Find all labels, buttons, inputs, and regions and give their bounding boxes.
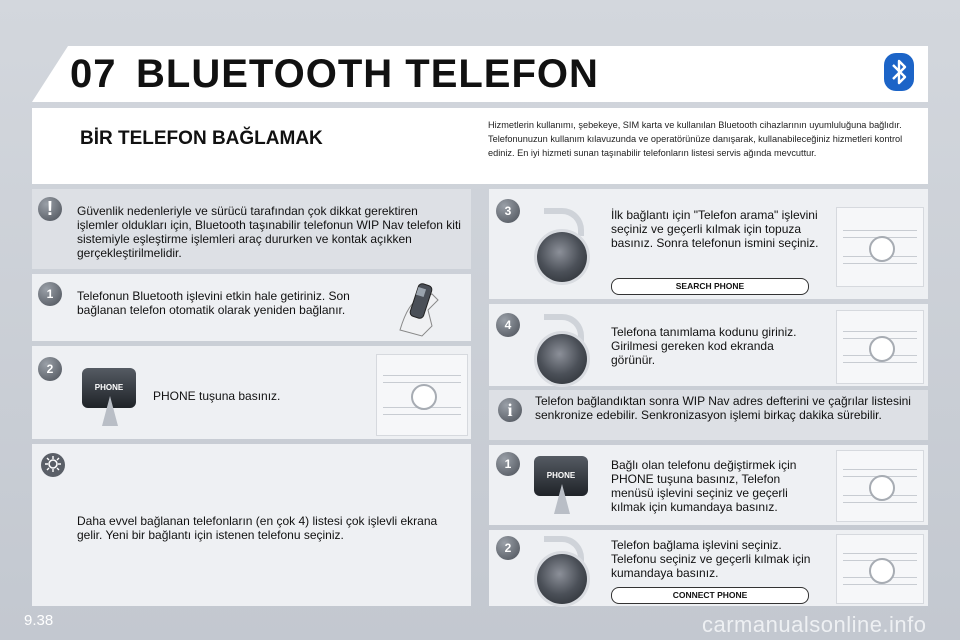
mobile-phone-icon — [392, 280, 456, 338]
radio-unit-illustration — [836, 534, 924, 604]
radio-unit-illustration — [836, 207, 924, 287]
radio-unit-illustration — [836, 310, 924, 384]
change-step1-badge: 1 — [496, 452, 520, 476]
page-number: 9.38 — [24, 612, 54, 629]
control-knob-icon — [537, 232, 587, 282]
step2-text: PHONE tuşuna basınız. — [153, 389, 281, 403]
step1-badge: 1 — [38, 282, 62, 306]
phone-button-icon: PHONE — [534, 456, 588, 496]
tip-text: Daha evvel bağlanan telefonların (en çok 4) listesi çok işlevli ekrana gelir. Yeni bir bağlantı için istenen telefonu seçiniz. — [77, 514, 438, 542]
press-arrow-icon — [554, 484, 570, 514]
step3-text: İlk bağlantı için "Telefon arama" işlevini seçiniz ve geçerli kılmak için topuza basınız. Sonra telefonun ismini seçiniz. — [611, 208, 819, 250]
step3-badge: 3 — [496, 199, 520, 223]
radio-unit-illustration — [376, 354, 468, 436]
watermark: carmanualsonline.info — [702, 612, 927, 637]
bluetooth-icon — [883, 52, 915, 92]
warning-icon: ! — [38, 197, 62, 221]
intro-text: Hizmetlerin kullanımı, şebekeye, SIM karta ve kullanılan Bluetooth cihazlarının uyumluluğuna bağlıdır. Telefonunuzun kullanım kılavuzunda ve operatörünüze danışarak, kullanabileceğiniz hizmetleri kontrol ediniz. En iyi hizmeti sunan taşınabilir telefonların listesi servis ağında mevcuttur. — [488, 120, 903, 158]
step4-badge: 4 — [496, 313, 520, 337]
warning-text: Güvenlik nedenleriyle ve sürücü tarafından çok dikkat gerektiren işlemler oldukları için, Bluetooth taşınabilir telefonun WIP Nav telefon kiti sistemiyle eşleştirme işlemleri araç dururken ve kontak açıkken gerçekleştirilmelidir. — [77, 204, 461, 260]
press-arrow-icon — [102, 396, 118, 426]
change-step2-text: Telefon bağlama işlevini seçiniz. Telefonu seçiniz ve geçerli kılmak için kumandaya basınız. — [611, 538, 811, 580]
control-knob-icon — [537, 334, 587, 384]
change-step2-badge: 2 — [496, 536, 520, 560]
info-text: Telefon bağlandıktan sonra WIP Nav adres defterini ve çağrılar listesini senkronize edebilir. Senkronizasyon işlemi birkaç dakika sürebilir. — [535, 394, 911, 422]
info-icon: i — [498, 398, 522, 422]
phone-button-icon: PHONE — [82, 368, 136, 408]
search-phone-label: SEARCH PHONE — [611, 278, 809, 295]
step1-text: Telefonun Bluetooth işlevini etkin hale getiriniz. Son bağlanan telefon otomatik olarak yeniden bağlanır. — [77, 289, 350, 317]
chapter-number: 07 — [70, 52, 117, 96]
section-title: BİR TELEFON BAĞLAMAK — [80, 128, 323, 149]
control-knob-icon — [537, 554, 587, 604]
step2-badge: 2 — [38, 357, 62, 381]
radio-unit-illustration — [836, 450, 924, 522]
step4-text: Telefona tanımlama kodunu giriniz. Girilmesi gereken kod ekranda görünür. — [611, 325, 797, 367]
chapter-title: BLUETOOTH TELEFON — [136, 52, 599, 96]
connect-phone-label: CONNECT PHONE — [611, 587, 809, 604]
change-step1-text: Bağlı olan telefonu değiştirmek için PHONE tuşuna basınız, Telefon menüsü işlevini seçiniz ve geçerli kılmak için kumandaya basınız. — [611, 458, 797, 514]
lightbulb-icon — [40, 452, 66, 478]
